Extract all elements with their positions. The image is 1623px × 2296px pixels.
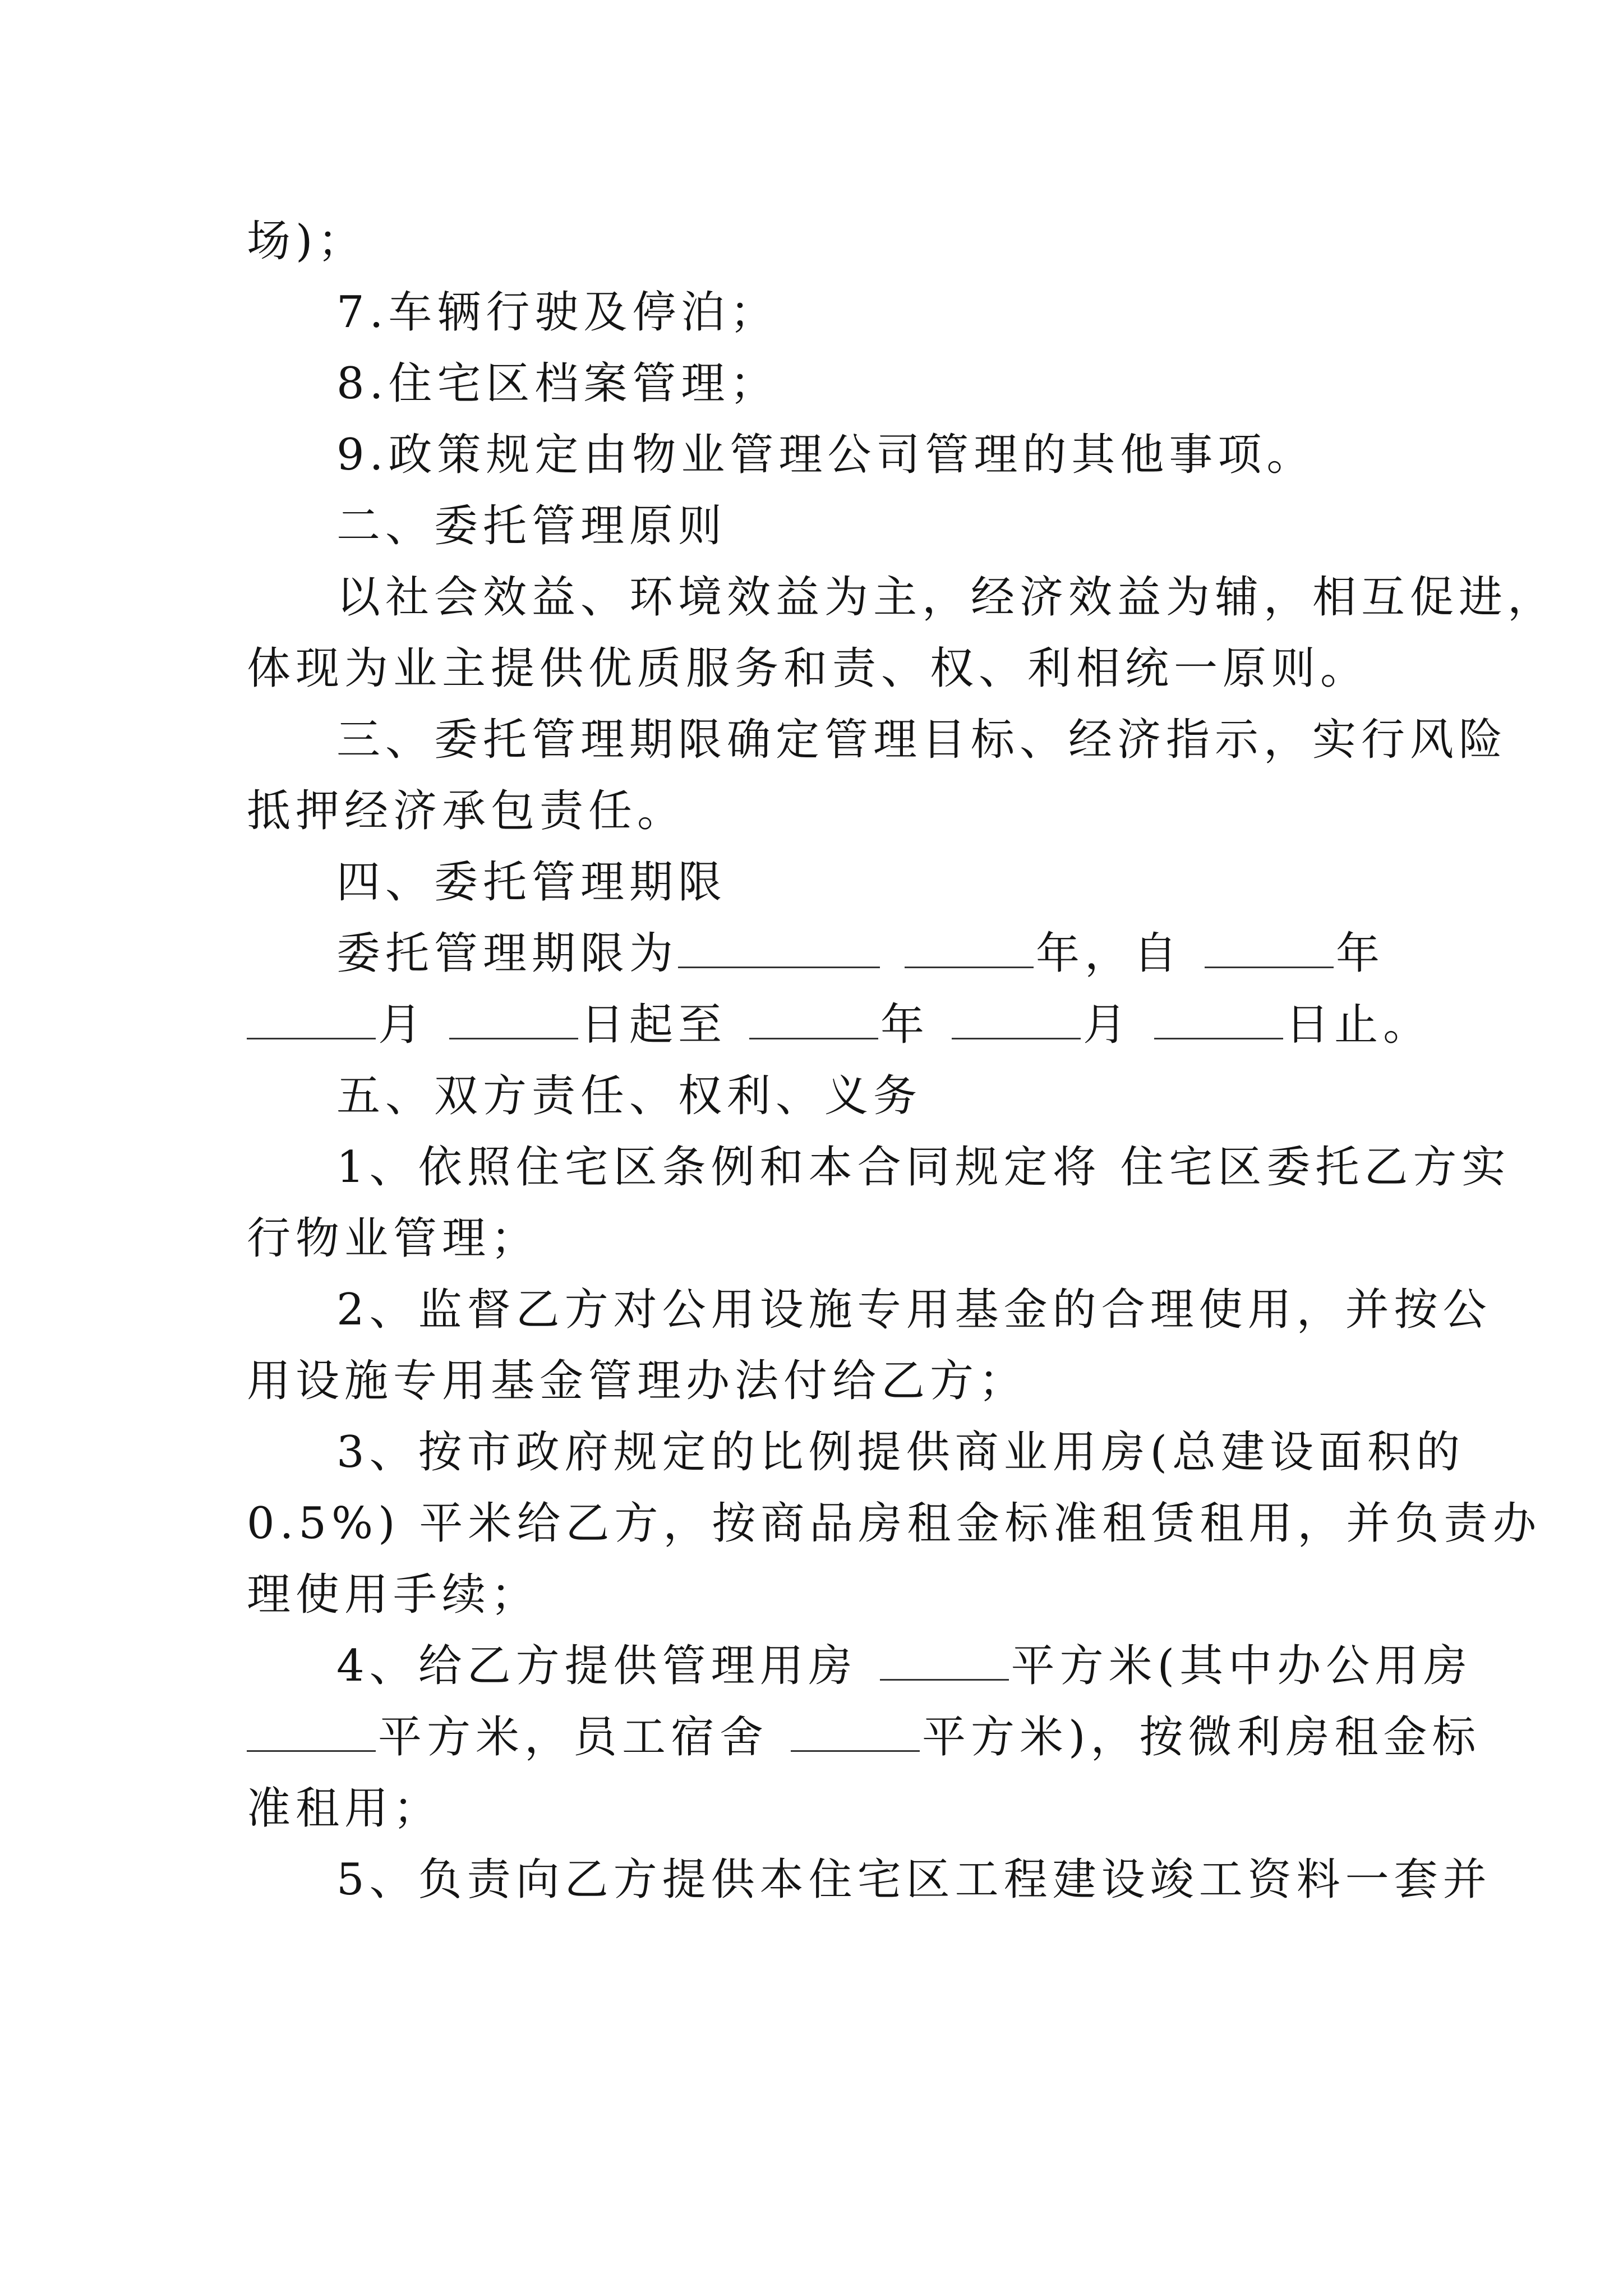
blank-field[interactable] [247,1038,376,1039]
section-heading: 四、委托管理期限 [336,857,727,908]
housing-line-1 [336,1638,1472,1694]
text-line: 体现为业主提供优质服务和责、权、利相统一原则。 [247,643,1370,694]
blank-field[interactable] [905,967,1034,968]
term-line-2 [247,997,1432,1053]
blank-field[interactable] [1154,1038,1283,1039]
blank-field[interactable] [1205,967,1334,968]
text-line: 准租用； [247,1783,442,1834]
blank-field[interactable] [952,1038,1081,1039]
blank-field[interactable] [749,1038,878,1039]
housing-sqm-staff: 平方米，员工宿舍 [378,1712,769,1763]
text-line: 1、依照住宅区条例和本合同规定将 住宅区委托乙方实 [336,1142,1511,1193]
term-month: 月 [378,1000,427,1050]
list-item: 9.政策规定由物业管理公司管理的其他事项。 [336,430,1316,480]
text-line: 0.5%) 平米给乙方，按商品房租金标准租赁租用，并负责办 [247,1498,1542,1549]
blank-field[interactable] [449,1038,578,1039]
section-heading: 三、委托管理期限确定管理目标、经济指示，实行风险 [336,715,1508,765]
text-line: 3、按市政府规定的比例提供商业用房(总建设面积的 [336,1427,1465,1478]
text-line: 抵押经济承包责任。 [247,786,686,836]
term-day-from: 日起至 [580,1000,727,1050]
text-line: 场)； [247,216,367,266]
text-line: 5、负责向乙方提供本住宅区工程建设竣工资料一套并 [336,1855,1492,1905]
list-item: 7.车辆行驶及停泊； [336,287,779,338]
list-item: 8.住宅区档案管理； [336,358,779,409]
text-line: 行物业管理； [247,1213,540,1264]
text-line: 以社会效益、环境效益为主，经济效益为辅，相互促进， [336,572,1557,623]
housing-prefix: 4、给乙方提供管理用房 [336,1641,857,1691]
text-line: 2、监督乙方对公用设施专用基金的合理使用，并按公 [336,1285,1492,1335]
section-heading: 五、双方责任、权利、义务 [336,1071,923,1121]
section-heading: 二、委托管理原则 [336,501,727,551]
term-day-to: 日止。 [1285,1000,1432,1050]
housing-sqm-office: 平方米(其中办公用房 [1011,1641,1473,1691]
blank-field[interactable] [247,1750,376,1752]
text-line: 用设施专用基金管理办法付给乙方； [247,1356,1028,1406]
blank-field[interactable] [678,967,880,968]
term-month2: 月 [1083,1000,1132,1050]
text-line: 理使用手续； [247,1570,540,1620]
term-year2: 年 [1336,928,1385,979]
blank-field[interactable] [791,1750,920,1752]
housing-line-2 [247,1709,1481,1765]
blank-field[interactable] [880,1679,1009,1681]
term-year: 年，自 [1036,928,1183,979]
housing-sqm-end: 平方米)，按微利房租金标 [922,1712,1481,1763]
term-prefix: 委托管理期限为 [336,928,679,979]
term-line-1 [336,926,1385,982]
term-year3: 年 [880,1000,930,1050]
